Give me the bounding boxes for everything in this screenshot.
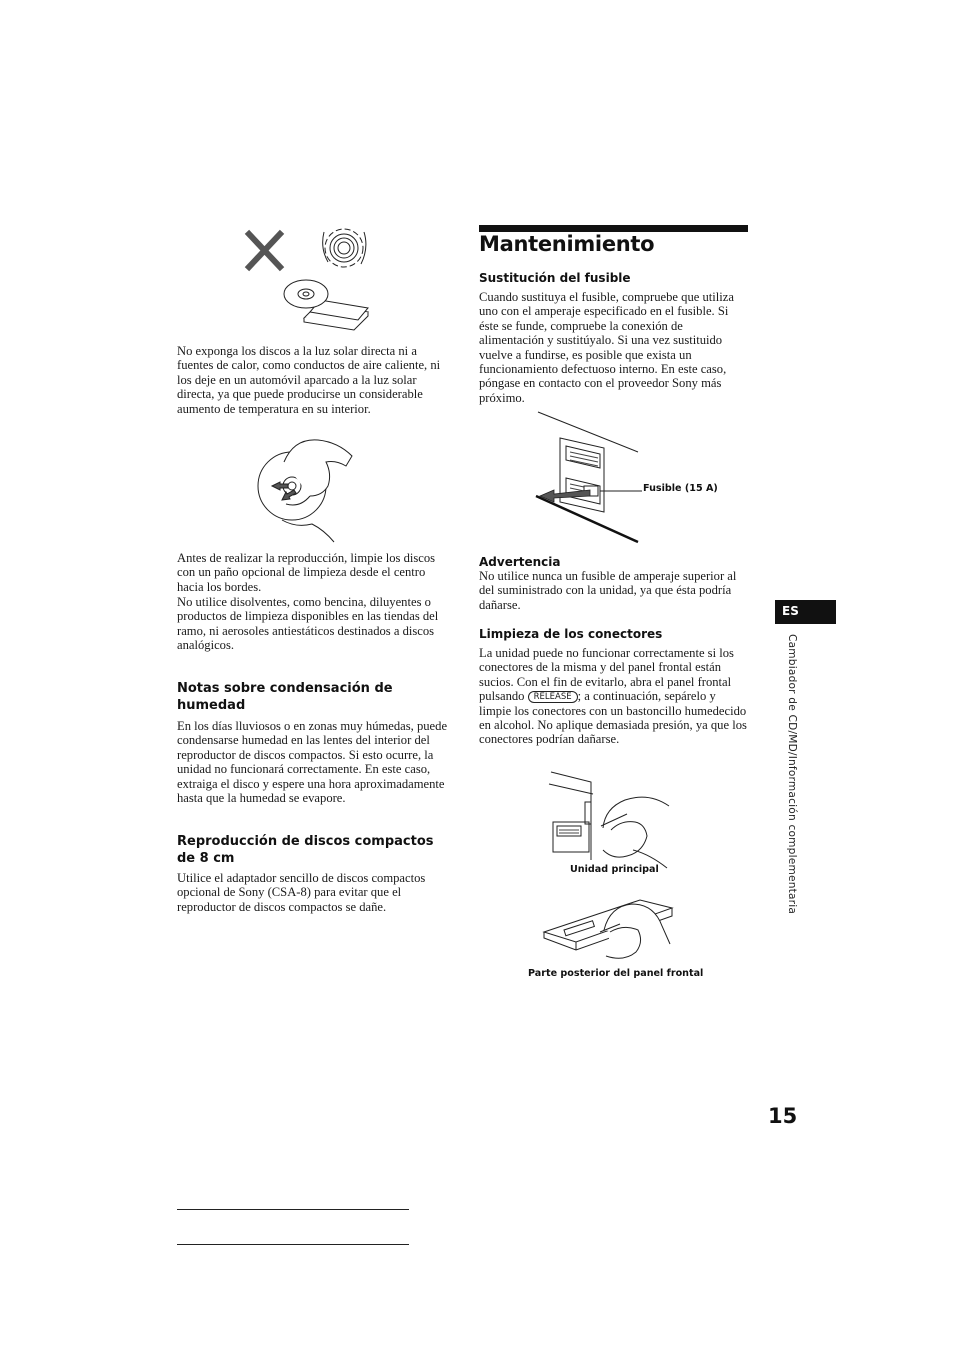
main-unit-caption: Unidad principal	[570, 864, 659, 875]
connectors-text-after: ; a continuación, sepárelo y limpie los conectores con un bastoncillo humedecido en alcohol. No aplique demasiada presión, ya que los conectores podrían dañarse.	[479, 689, 747, 747]
warning-text: No utilice nunca un fusible de amperaje superior al del suministrado con la unidad, ya que ésta podría dañarse.	[479, 569, 737, 612]
fuse-text: Cuando sustituya el fusible, compruebe que utiliza uno con el amperaje especificado en el fusible. Si éste se funde, compruebe la conexión de alimentación y sustitúyalo. Si una vez sustituido vuelve a fundirse, es posible que exista un funcionamiento defectuoso interno. En este caso, póngase en contacto con el proveedor Sony más próximo.	[479, 290, 734, 405]
condensation-text: En los días lluviosos o en zonas muy húmedas, puede condensarse humedad en las lentes del interior del reproductor de discos compactos. Si esto ocurre, la unidad no funcionará correctamente. En este caso, extraiga el disco y espere una hora aproximadamente hasta que la humedad se evapore.	[177, 719, 448, 806]
section-vertical-label	[782, 634, 800, 944]
fuse-heading: Sustitución del fusible	[479, 271, 631, 285]
section-label: Cambiador de CD/MD/Información complementaria	[786, 634, 798, 915]
cd8-heading: Reproducción de discos compactos de 8 cm	[177, 834, 434, 866]
panel-caption: Parte posterior del panel frontal	[528, 968, 704, 979]
para-solvents: No utilice disolventes, como bencina, diluyentes o productos de limpieza disponibles en las tiendas del ramo, ni aerosoles antiestáticos destinados a discos analógicos.	[177, 595, 439, 653]
connectors-text	[479, 646, 751, 747]
hand-icon	[603, 797, 669, 857]
connectors-heading: Limpieza de los conectores	[479, 627, 663, 641]
page-title: Mantenimiento	[479, 232, 655, 256]
language-tab-label: ES	[782, 604, 799, 618]
language-tab	[775, 600, 836, 624]
front-panel-illustration	[540, 896, 680, 968]
divider	[177, 1209, 409, 1210]
page-number: 15	[768, 1104, 798, 1128]
para-sunlight: No exponga los discos a la luz solar directa ni a fuentes de calor, como conductos de aire caliente, ni los deje en un automóvil aparcado a la luz solar directa, ya que puede producirse un considerable aumento de temperatura en su interior.	[177, 344, 441, 416]
connectors-text-before: La unidad puede no funcionar correctamente si los conectores de la misma y del panel frontal están sucios. Con el fin de evitarlo, abra el panel frontal pulsando	[479, 646, 734, 704]
warning-heading: Advertencia	[479, 555, 561, 569]
no-heat-illustration	[240, 222, 380, 337]
main-unit-illustration	[545, 768, 675, 866]
cd8-text: Utilice el adaptador sencillo de discos compactos opcional de Sony (CSA-8) para evitar que el reproductor de discos compactos se dañe.	[177, 871, 426, 914]
disc-case-icon	[284, 280, 368, 330]
release-button-label: RELEASE	[528, 691, 578, 703]
heat-source-icon	[323, 229, 366, 267]
condensation-heading: Notas sobre condensación de humedad	[177, 681, 393, 713]
para-clean: Antes de realizar la reproducción, limpie los discos con un paño opcional de limpieza desde el centro hacia los bordes.	[177, 551, 436, 594]
fuse-label: Fusible (15 A)	[643, 483, 718, 494]
fuse-illustration	[530, 412, 730, 547]
title-bar	[479, 225, 748, 232]
prohibited-x-icon	[249, 234, 280, 267]
disc-cleaning-illustration	[256, 434, 356, 544]
divider	[177, 1244, 409, 1245]
